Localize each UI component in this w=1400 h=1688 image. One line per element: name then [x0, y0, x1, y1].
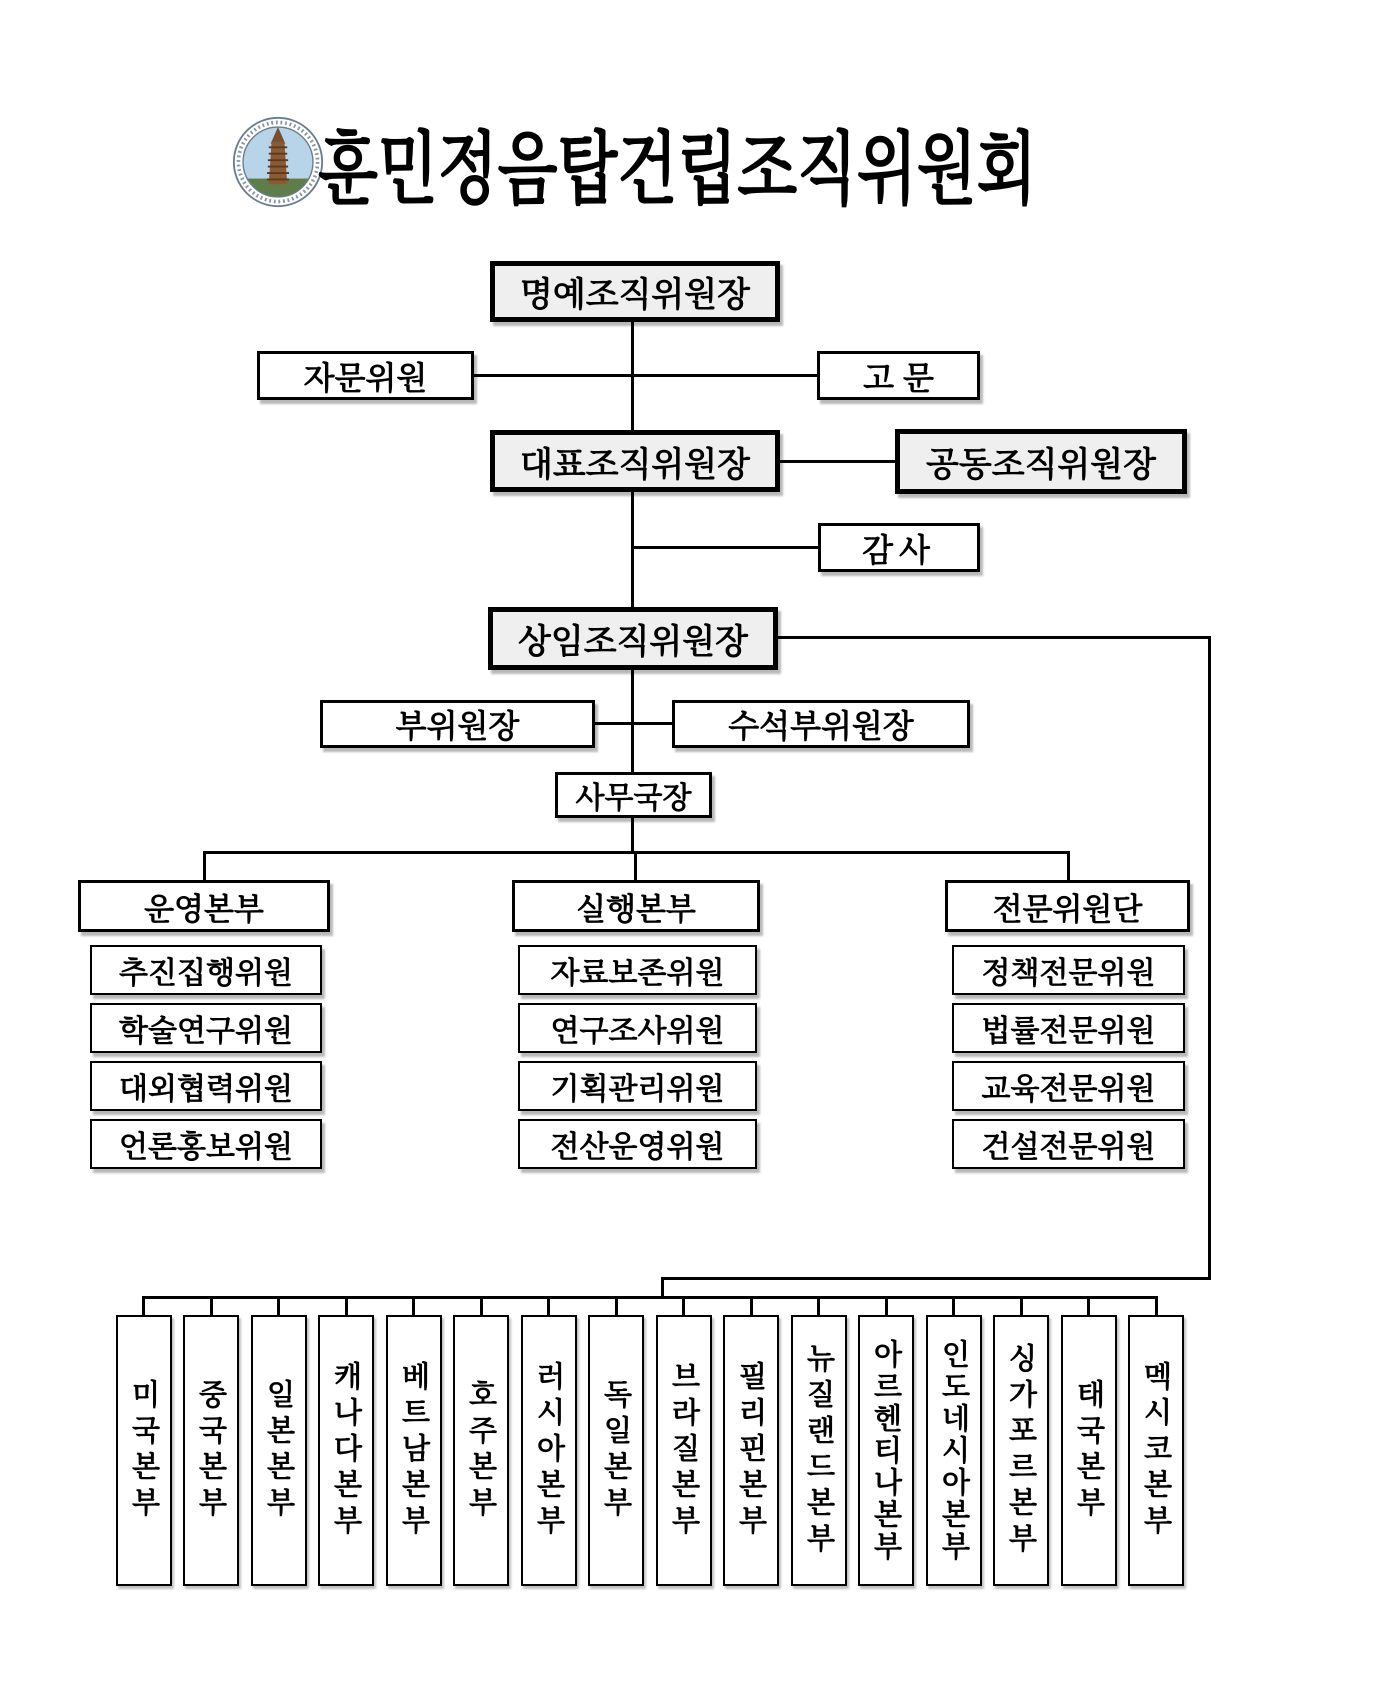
connector-drop-exec — [634, 851, 637, 880]
pagoda-seal-logo — [232, 116, 324, 208]
org-box-exec-item-2: 기획관리위원 — [518, 1061, 757, 1111]
connector-drop-expert — [1067, 851, 1070, 880]
connector-branch-drop-6 — [547, 1296, 550, 1315]
connector-branch-drop-10 — [817, 1296, 820, 1315]
connector-branch-drop-9 — [750, 1296, 753, 1315]
org-box-expert-item-1: 법률전문위원 — [952, 1003, 1185, 1053]
org-box-branch-usa: 미국본부 — [116, 1315, 172, 1586]
connector-secretary-down — [631, 818, 634, 853]
org-box-branch-russia: 러시아본부 — [521, 1315, 577, 1586]
org-box-standing-chair: 상임조직위원장 — [488, 607, 778, 670]
org-box-branch-mexico: 멕시코본부 — [1128, 1315, 1184, 1586]
connector-branch-drop-15 — [1155, 1296, 1158, 1315]
connector-standing-right-rail-top — [778, 636, 1211, 639]
org-box-exec-item-1: 연구조사위원 — [518, 1003, 757, 1053]
org-box-branch-brazil: 브라질본부 — [656, 1315, 712, 1586]
org-box-branch-canada: 캐나다본부 — [318, 1315, 374, 1586]
org-box-exec-item-3: 전산운영위원 — [518, 1119, 757, 1169]
org-box-expert-item-0: 정책전문위원 — [952, 945, 1185, 995]
org-box-ops-item-2: 대외협력위원 — [90, 1061, 322, 1111]
org-box-branch-japan: 일본본부 — [251, 1315, 307, 1586]
connector-vice-chiefvice — [595, 722, 673, 725]
org-box-branch-thailand: 태국본부 — [1061, 1315, 1117, 1586]
org-box-division-operations: 운영본부 — [78, 880, 330, 932]
connector-branch-drop-13 — [1020, 1296, 1023, 1315]
org-box-secretary-general: 사무국장 — [555, 772, 712, 818]
connector-branch-drop-14 — [1087, 1296, 1090, 1315]
org-box-chief-vice-chair: 수석부위원장 — [672, 700, 970, 748]
org-box-division-expert: 전문위원단 — [945, 880, 1190, 932]
org-box-branch-vietnam: 베트남본부 — [386, 1315, 442, 1586]
org-box-branch-australia: 호주본부 — [453, 1315, 509, 1586]
org-box-expert-item-2: 교육전문위원 — [952, 1061, 1185, 1111]
org-box-branch-argentina: 아르헨티나본부 — [858, 1315, 914, 1586]
org-box-ops-item-0: 추진집행위원 — [90, 945, 322, 995]
org-box-expert-item-3: 건설전문위원 — [952, 1119, 1185, 1169]
org-box-honorary-chair: 명예조직위원장 — [490, 261, 780, 322]
org-box-vice-chair: 부위원장 — [320, 700, 595, 748]
connector-branch-drop-5 — [480, 1296, 483, 1315]
connector-rep-joint — [780, 460, 896, 463]
connector-branch-drop-7 — [615, 1296, 618, 1315]
connector-branch-drop-1 — [210, 1296, 213, 1315]
connector-branch-drop-3 — [345, 1296, 348, 1315]
page-title: 훈민정음탑건립조직위원회 — [318, 125, 1037, 214]
org-box-branch-china: 중국본부 — [183, 1315, 239, 1586]
org-box-branch-philippines: 필리핀본부 — [723, 1315, 779, 1586]
connector-to-auditor — [632, 546, 819, 549]
org-box-ops-item-1: 학술연구위원 — [90, 1003, 322, 1053]
org-box-representative-chair: 대표조직위원장 — [490, 430, 780, 492]
connector-drop-ops — [203, 851, 206, 880]
org-box-exec-item-0: 자료보존위원 — [518, 945, 757, 995]
connector-branch-drop-4 — [412, 1296, 415, 1315]
connector-honorary-to-rep — [631, 322, 634, 432]
connector-rep-to-standing — [631, 492, 634, 608]
connector-right-rail — [1208, 636, 1211, 1280]
org-box-advisor: 고 문 — [817, 351, 980, 400]
connector-branch-drop-0 — [142, 1296, 145, 1315]
connector-advisory-advisor — [474, 374, 819, 377]
connector-branch-drop-11 — [885, 1296, 888, 1315]
org-box-auditor: 감사 — [818, 523, 980, 572]
org-box-ops-item-3: 언론홍보위원 — [90, 1119, 322, 1169]
org-box-branch-germany: 독일본부 — [588, 1315, 644, 1586]
org-box-division-execution: 실행본부 — [512, 880, 760, 932]
connector-branch-drop-2 — [277, 1296, 280, 1315]
connector-branch-bar — [143, 1296, 1158, 1299]
connector-branch-drop-12 — [952, 1296, 955, 1315]
connector-branch-drop-8 — [682, 1296, 685, 1315]
org-box-branch-indonesia: 인도네시아본부 — [926, 1315, 982, 1586]
org-box-advisory-member: 자문위원 — [257, 351, 474, 400]
org-box-joint-chair: 공동조직위원장 — [895, 429, 1187, 494]
connector-rail-return — [661, 1277, 1211, 1280]
org-box-branch-newzealand: 뉴질랜드본부 — [791, 1315, 847, 1586]
org-box-branch-singapore: 싱가포르본부 — [993, 1315, 1049, 1586]
